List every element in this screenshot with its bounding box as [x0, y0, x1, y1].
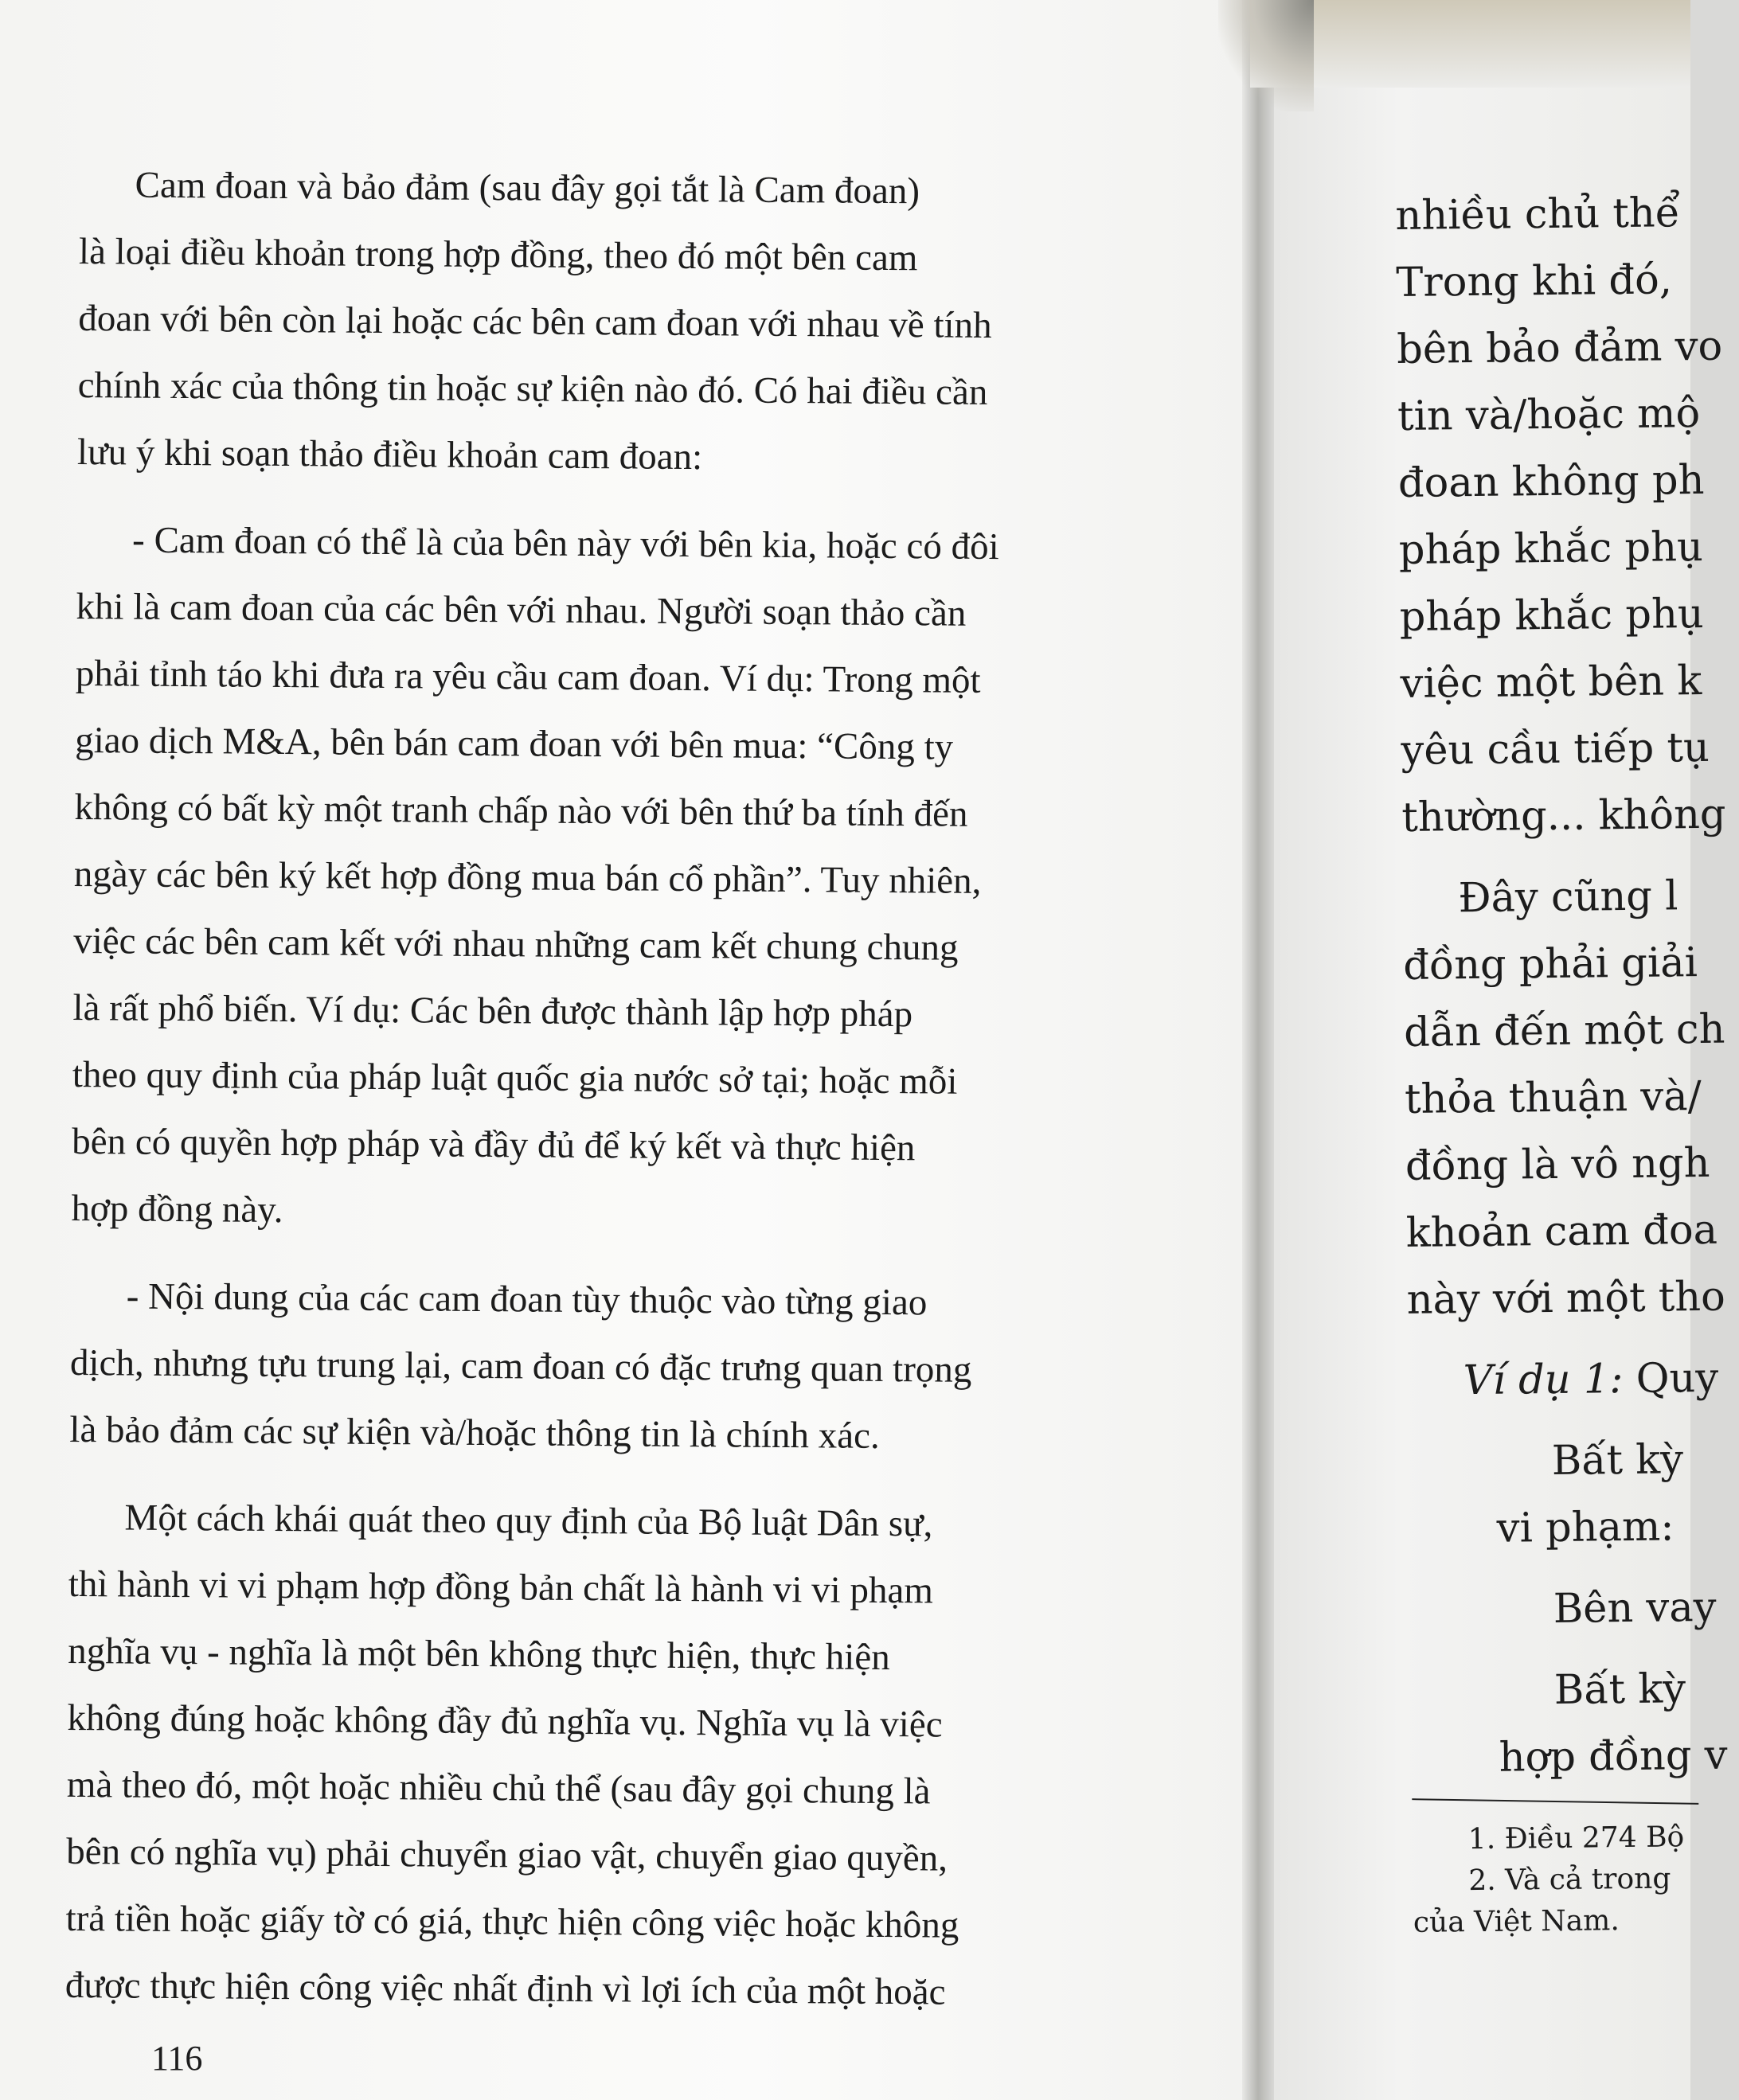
- text-line: việc các bên cam kết với nhau những cam kết chung chung: [73, 919, 959, 969]
- paragraph-general: [65, 1484, 1168, 2028]
- text-line: mà theo đó, một hoặc nhiều chủ thể (sau đây gọi chung là: [66, 1763, 931, 1813]
- text-line: chính xác của thông tin hoặc sự kiện nào đó. Có hai điều cần: [77, 364, 988, 413]
- footnote-divider: [1412, 1798, 1698, 1805]
- text-line: Đây cũng l: [1458, 872, 1678, 923]
- text-line: ngày các bên ký kết hợp đồng mua bán cổ phần”. Tuy nhiên,: [73, 853, 982, 902]
- text-line: là rất phổ biến. Ví dụ: Các bên được thành lập hợp pháp: [72, 986, 913, 1036]
- text-line: khi là cam đoan của các bên với nhau. Người soạn thảo cần: [76, 585, 967, 634]
- example-text: Quy: [1635, 1354, 1719, 1403]
- text-line: dẫn đến một ch: [1403, 1005, 1725, 1056]
- text-line: Một cách khái quát theo quy định của Bộ luật Dân sự,: [124, 1497, 933, 1545]
- text-line: pháp khắc phụ: [1398, 523, 1704, 574]
- quote-line: Bất kỳ: [1551, 1436, 1684, 1485]
- text-line: thỏa thuận và/: [1404, 1073, 1702, 1123]
- example-heading: [1407, 1345, 1726, 1415]
- page-number: 116: [151, 2039, 203, 2078]
- text-line: - Cam đoan có thể là của bên này với bên kia, hoặc có đôi: [131, 519, 999, 568]
- quote-line: vi phạm:: [1496, 1503, 1675, 1552]
- text-line: bên có quyền hợp pháp và đầy đủ để ký kết và thực hiện: [72, 1120, 916, 1169]
- right-page-body: [1395, 180, 1732, 1944]
- text-line: Trong khi đó,: [1396, 256, 1673, 306]
- text-line: dịch, nhưng tựu trung lại, cam đoan có đặc trưng quan trọng: [69, 1341, 972, 1391]
- text-line: thường... không: [1401, 790, 1726, 841]
- text-line: phải tỉnh táo khi đưa ra yêu cầu cam đoan. Ví dụ: Trong một: [75, 652, 981, 701]
- page-corner-shadow: [1218, 0, 1314, 111]
- text-line: nhiều chủ thể: [1395, 189, 1681, 240]
- text-line: không đúng hoặc không đầy đủ nghĩa vụ. Nghĩa vụ là việc: [67, 1696, 943, 1746]
- text-line: bên bảo đảm vo: [1396, 322, 1723, 373]
- text-line: nghĩa vụ - nghĩa là một bên không thực hiện, thực hiện: [67, 1630, 890, 1679]
- text-line: Cam đoan và bảo đảm (sau đây gọi tắt là Cam đoan): [135, 164, 920, 213]
- quote-line: Bên vay: [1553, 1583, 1717, 1634]
- right-page-top-edge: [1250, 0, 1690, 88]
- text-line: là loại điều khoản trong hợp đồng, theo đó một bên cam: [78, 230, 918, 279]
- right-paragraph-1: [1395, 180, 1726, 852]
- text-line: giao dịch M&A, bên bán cam đoan với bên mua: “Công ty: [74, 719, 954, 768]
- text-line: đồng phải giải: [1402, 939, 1698, 989]
- text-line: đoan với bên còn lại hoặc các bên cam đoan với nhau về tính: [78, 297, 992, 347]
- text-line: được thực hiện công việc nhất định vì lợi ích của một hoặc: [64, 1964, 946, 2013]
- footnote: 2. Và cả trong: [1468, 1862, 1671, 1898]
- book-gutter: [1242, 0, 1274, 2100]
- right-paragraph-2: [1402, 863, 1725, 1334]
- text-line: này với một tho: [1406, 1273, 1726, 1324]
- text-line: yêu cầu tiếp tụ: [1401, 724, 1710, 775]
- text-line: - Nội dung của các cam đoan tùy thuộc vào từng giao: [126, 1275, 928, 1324]
- text-line: bên có nghĩa vụ) phải chuyển giao vật, chuyển giao quyền,: [66, 1830, 948, 1879]
- footnote: của Việt Nam.: [1413, 1904, 1620, 1939]
- footnote: 1. Điều 274 Bộ: [1467, 1821, 1685, 1856]
- paragraph-bullet-1: [71, 506, 1175, 1251]
- text-line: khoản cam đoa: [1405, 1206, 1718, 1257]
- text-line: lưu ý khi soạn thảo điều khoản cam đoan:: [76, 431, 703, 478]
- text-line: tin và/hoặc mộ: [1397, 390, 1701, 440]
- paragraph-bullet-2: [69, 1263, 1170, 1472]
- text-line: thì hành vi vi phạm hợp đồng bản chất là hành vi vi phạm: [68, 1563, 934, 1612]
- quote-line: hợp đồng v: [1499, 1731, 1728, 1782]
- text-line: trả tiền hoặc giấy tờ có giá, thực hiện công việc hoặc không: [65, 1897, 959, 1946]
- text-line: đoan không ph: [1397, 456, 1705, 507]
- text-line: đồng là vô ngh: [1405, 1139, 1710, 1190]
- text-line: theo quy định của pháp luật quốc gia nước sở tại; hoặc mỗi: [72, 1053, 958, 1103]
- text-line: là bảo đảm các sự kiện và/hoặc thông tin là chính xác.: [69, 1408, 880, 1457]
- text-line: hợp đồng này.: [71, 1187, 283, 1232]
- left-page-body: [65, 151, 1178, 2028]
- text-line: việc một bên k: [1400, 658, 1702, 708]
- paragraph-intro: [77, 151, 1178, 494]
- example-label: Ví dụ 1:: [1463, 1356, 1624, 1405]
- text-line: pháp khắc phụ: [1399, 590, 1705, 641]
- text-line: không có bất kỳ một tranh chấp nào với bên thứ ba tính đến: [74, 786, 968, 835]
- quote-line: Bất kỳ: [1553, 1665, 1686, 1715]
